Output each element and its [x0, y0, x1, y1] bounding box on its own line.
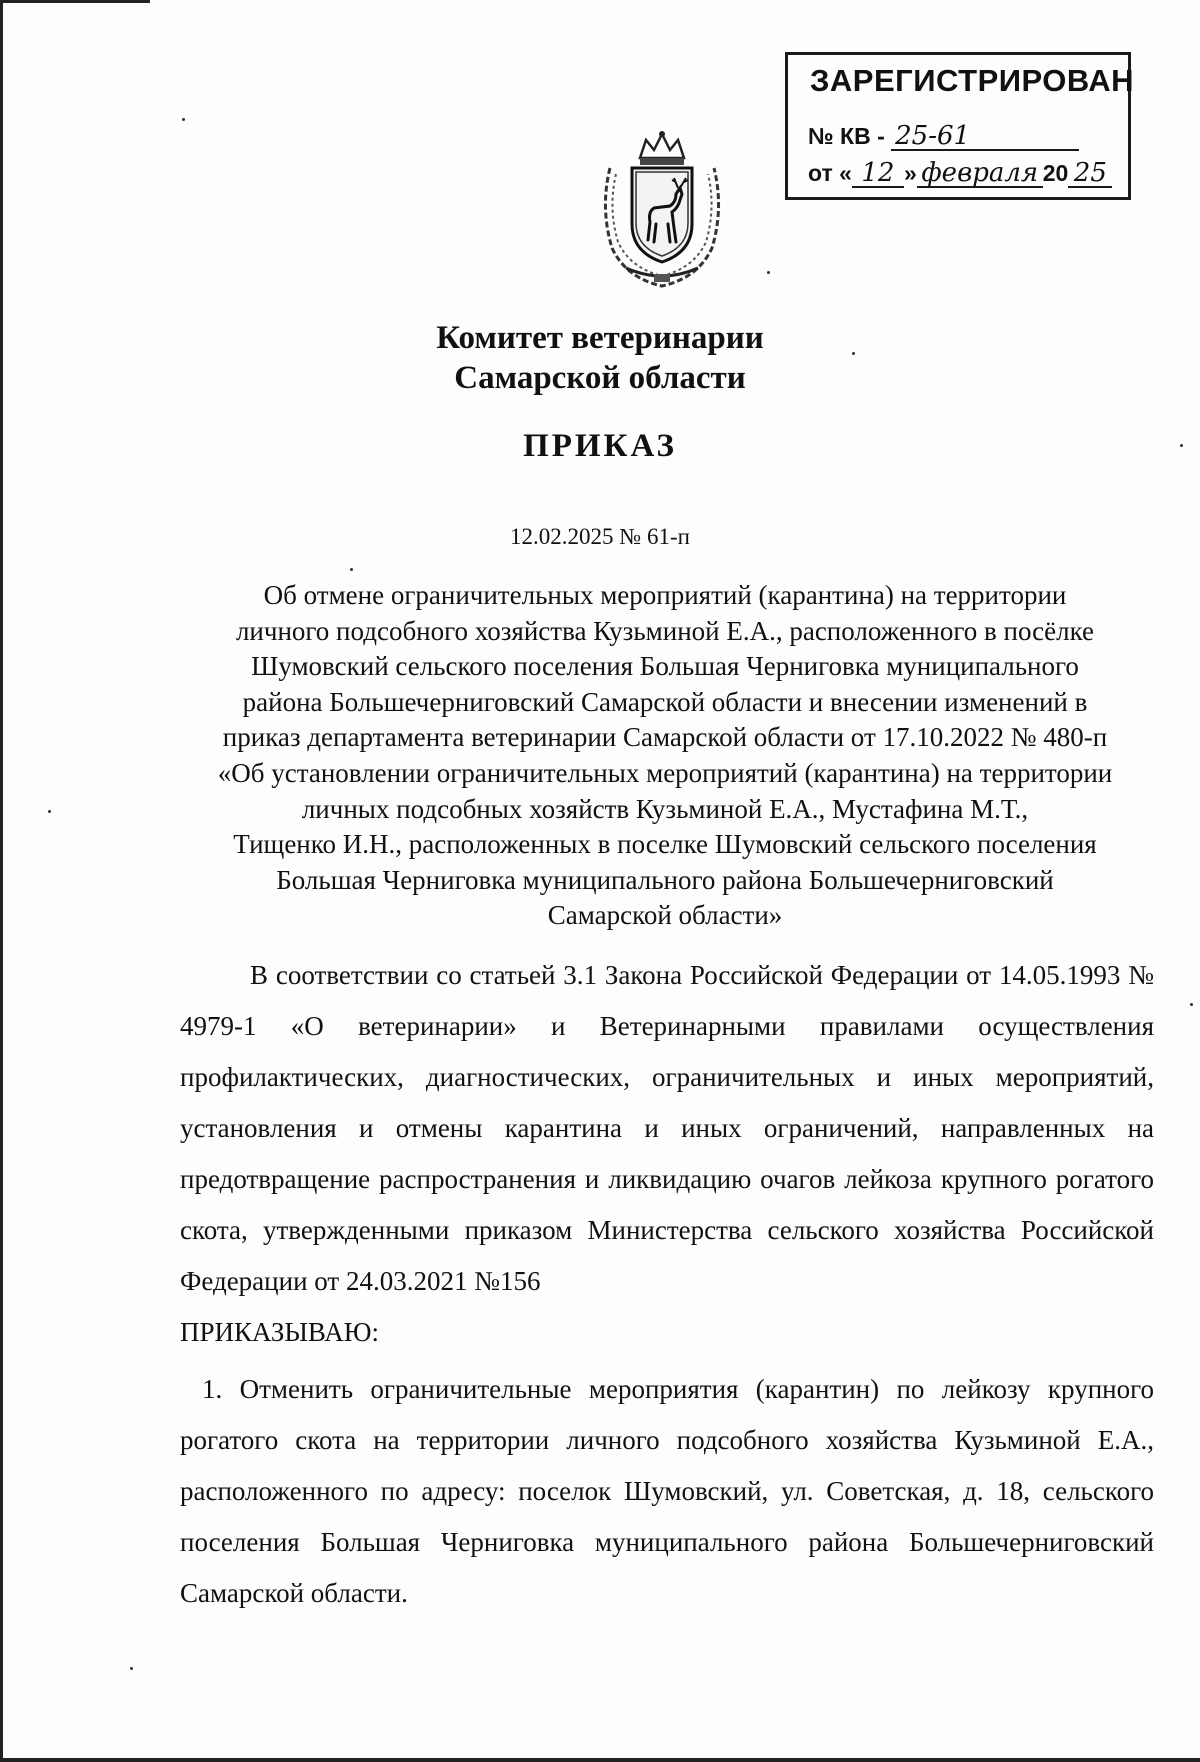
order-item-1: 1. Отменить ограничительные мероприятия (карантин) по лейкозу крупного рогатого скота на территории личного подсобного хозяйства Кузьминой Е.А., расположенного по адресу: поселок Шумовский, ул. Советская, д. 18, сельского поселения Большая Черниговка муниципального района Большечерниговский Самарской области. [180, 1374, 1154, 1608]
document-date-number: 12.02.2025 № 61-п [510, 524, 690, 549]
scan-speck [1190, 1003, 1193, 1006]
scan-speck [130, 1667, 133, 1670]
document-body [180, 950, 1154, 1619]
stamp-date-row [808, 160, 1112, 188]
stamp-title: ЗАРЕГИСТРИРОВАН [810, 63, 1135, 98]
stamp-date-year-prefix: 20 [1042, 160, 1069, 186]
scan-speck [350, 568, 353, 571]
preamble-paragraph: В соответствии со статьей 3.1 Закона Российской Федерации от 14.05.1993 № 4979-1 «О ветеринарии» и Ветеринарными правилами осуществления профилактических, диагностических, ограничительных и иных мероприятий, установления и отмены карантина и иных ограничений, направленных на предотвращение распространения и ликвидацию очагов лейкоза крупного рогатого скота, утвержденными приказом Министерства сельского хозяйства Российской Федерации от 24.03.2021 №156 [180, 960, 1154, 1296]
scan-edge-left [0, 0, 3, 1762]
stamp-date-year: 25 [1068, 160, 1112, 188]
stamp-date-day: 12 [852, 160, 904, 188]
stamp-date-month: февраля [917, 160, 1043, 188]
scan-edge-top [0, 0, 150, 3]
document-subject [160, 578, 1170, 934]
stamp-number-row [808, 123, 1079, 151]
registration-stamp [785, 52, 1135, 200]
subject-line: личного подсобного хозяйства Кузьминой Е.А., расположенного в посёлке [235, 615, 1095, 646]
order-word: ПРИКАЗЫВАЮ: [180, 1317, 379, 1347]
scan-speck [182, 118, 185, 121]
subject-line: приказ департамента ветеринарии Самарской области от 17.10.2022 № 480-п [222, 722, 1108, 753]
subject-line: Шумовский сельского поселения Большая Черниговка муниципального [251, 651, 1079, 682]
scan-speck [48, 810, 51, 813]
organization-name-line2: Самарской области [454, 360, 746, 396]
subject-line: личных подсобных хозяйств Кузьминой Е.А., Мустафина М.Т., [301, 793, 1029, 824]
scan-speck [767, 271, 770, 274]
stamp-date-prefix: от « [808, 160, 852, 186]
coat-of-arms-icon [596, 128, 728, 290]
subject-line: Большая Черниговка муниципального района Большечерниговский [276, 864, 1054, 895]
document-type-title: ПРИКАЗ [523, 428, 677, 464]
subject-line: «Об установлении ограничительных мероприятий (карантина) на территории [217, 757, 1113, 788]
subject-line: Самарской области» [547, 900, 783, 931]
stamp-date-sep: » [903, 160, 917, 186]
stamp-number-prefix: № КВ - [808, 123, 885, 149]
subject-line: Тищенко И.Н., расположенных в поселке Шумовский сельского поселения [233, 829, 1097, 860]
organization-name-line1: Комитет ветеринарии [436, 320, 764, 356]
stamp-number-handwritten: 25-61 [891, 123, 1079, 151]
organization-name [0, 318, 1200, 398]
scan-edge-bottom [0, 1758, 1200, 1762]
subject-line: района Большечерниговский Самарской области и внесении изменений в [242, 686, 1088, 717]
subject-line: Об отмене ограничительных мероприятий (карантина) на территории [263, 580, 1067, 610]
